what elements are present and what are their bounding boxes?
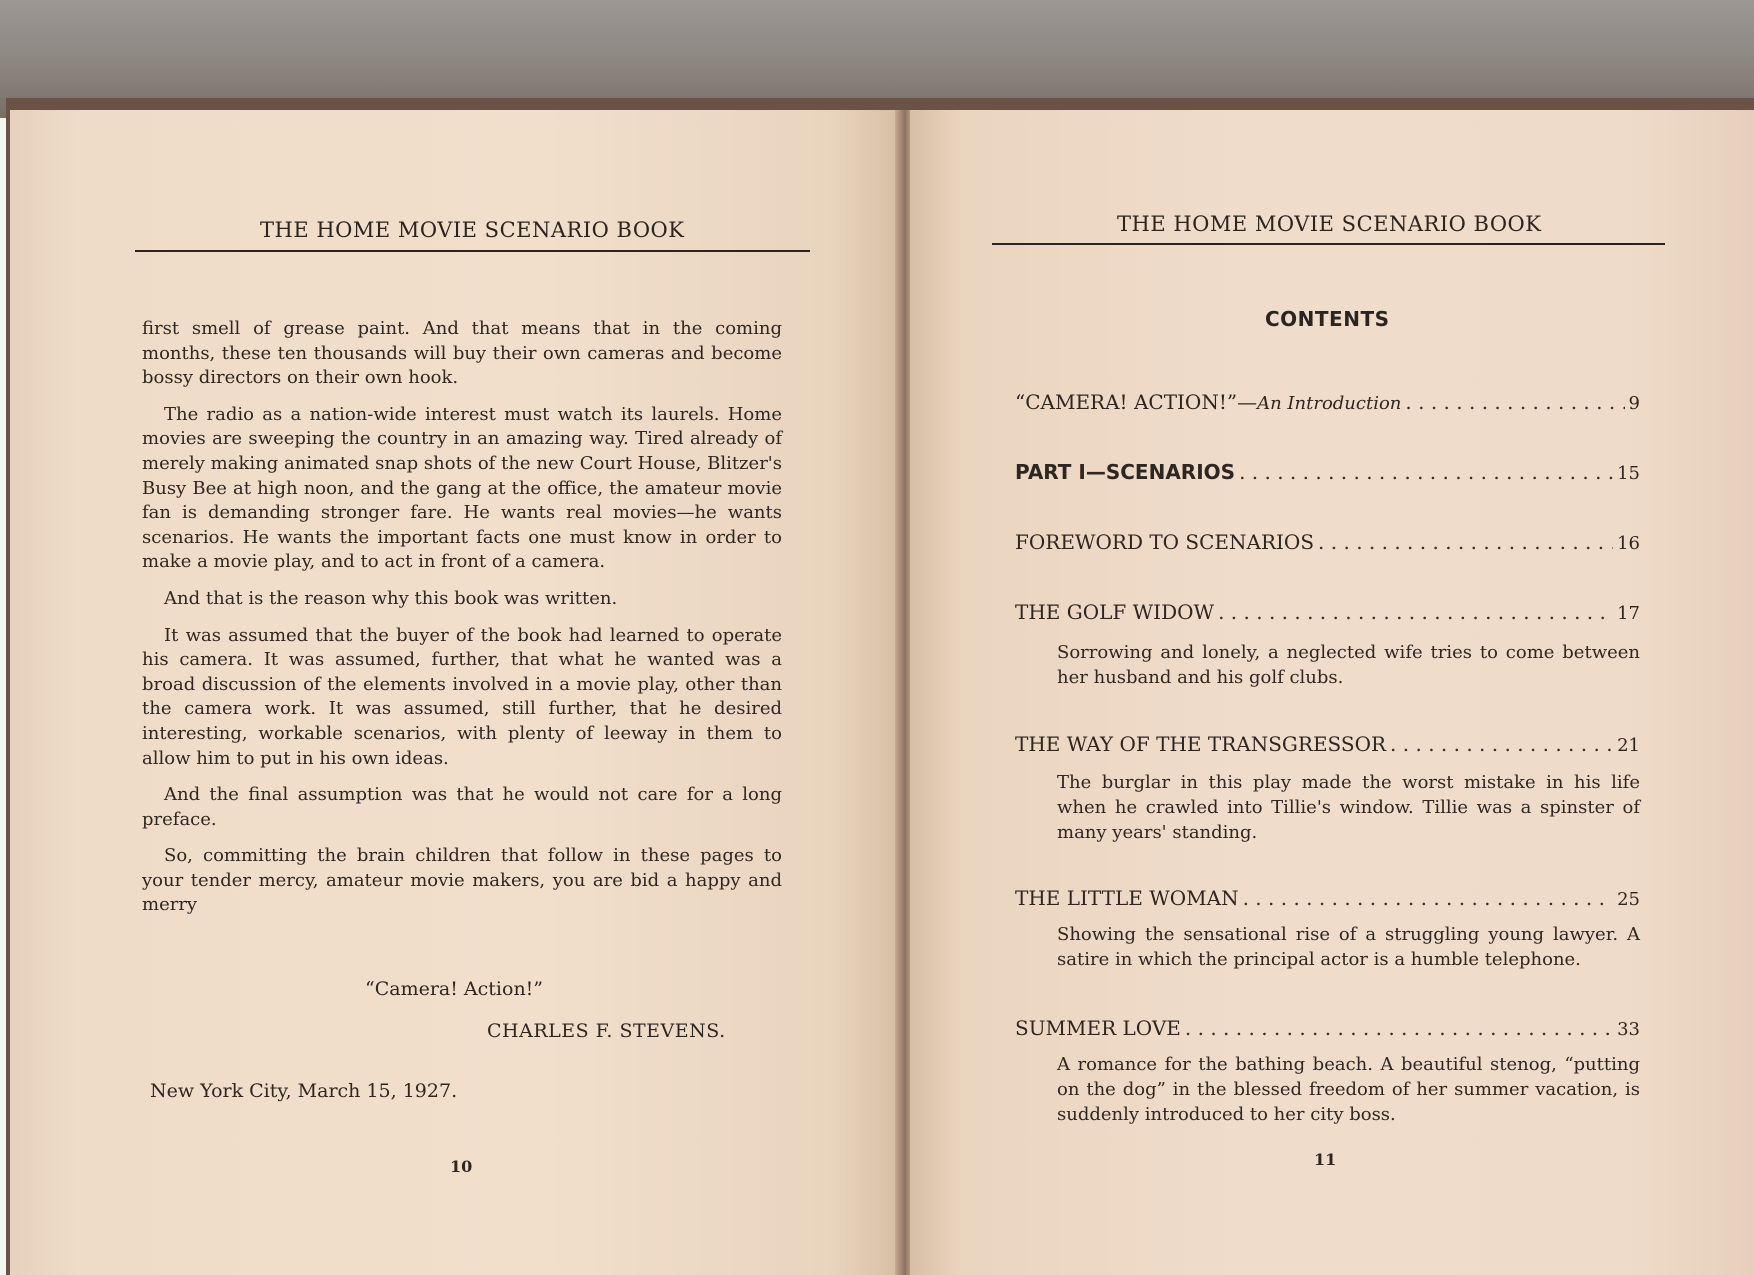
toc-page: 17 xyxy=(1617,603,1640,624)
dot-leader xyxy=(1405,390,1624,414)
toc-page: 21 xyxy=(1617,735,1640,756)
dot-leader xyxy=(1318,530,1613,554)
toc-description: A romance for the bathing beach. A beautiful stenog, “putting on the dog” in the blessed freedom of her summer vacation, is suddenly introduced to her city boss. xyxy=(1057,1054,1640,1125)
left-body-text xyxy=(142,317,782,930)
left-running-head: THE HOME MOVIE SCENARIO BOOK xyxy=(260,218,685,242)
place-date: New York City, March 15, 1927. xyxy=(150,1080,458,1102)
toc-entry-little-woman xyxy=(1015,886,1640,910)
toc-page: 25 xyxy=(1617,889,1640,910)
toc-entry-introduction xyxy=(1015,390,1640,414)
paragraph: And the final assumption was that he would not care for a long preface. xyxy=(142,784,782,830)
dot-leader xyxy=(1218,600,1613,624)
toc-entry-part-one xyxy=(1015,460,1640,484)
right-running-head: THE HOME MOVIE SCENARIO BOOK xyxy=(1117,212,1542,236)
contents-title: CONTENTS xyxy=(1265,307,1390,331)
left-page-number: 10 xyxy=(450,1157,473,1176)
toc-page: 9 xyxy=(1628,393,1640,414)
toc-description: The burglar in this play made the worst mistake in his life when he crawled into Tillie's window. Tillie was a spinster of many years' standing. xyxy=(1057,772,1640,843)
toc-title: “CAMERA! ACTION!”— xyxy=(1015,390,1258,414)
toc-title: THE WAY OF THE TRANSGRESSOR xyxy=(1015,732,1387,756)
right-head-rule xyxy=(992,243,1665,245)
toc-page: 16 xyxy=(1617,533,1640,554)
dot-leader xyxy=(1390,732,1613,756)
closing-quote: “Camera! Action!” xyxy=(365,978,544,1000)
paragraph: The radio as a nation-wide interest must watch its laurels. Home movies are sweeping the country in an amazing way. Tired already of merely making animated snap shots of the new Court House, Blitzer's Busy Bee at high noon, and the gang at the office, the amateur movie fan is demanding stronger fare. He wants real movies—he wants scenarios. He wants the important facts one must know in order to make a movie play, and to act in front of a camera. xyxy=(142,403,782,573)
dot-leader xyxy=(1185,1016,1613,1040)
left-head-rule xyxy=(135,250,810,252)
toc-title: PART I—SCENARIOS xyxy=(1015,460,1236,484)
toc-description: Sorrowing and lonely, a neglected wife tries to come between her husband and his golf clubs. xyxy=(1057,642,1640,688)
toc-entry-golf-widow xyxy=(1015,600,1640,624)
toc-description: Showing the sensational rise of a struggling young lawyer. A satire in which the principal actor is a humble telephone. xyxy=(1057,924,1640,970)
paragraph: So, committing the brain children that follow in these pages to your tender mercy, amateur movie makers, you are bid a happy and merry xyxy=(142,845,782,916)
right-page-number: 11 xyxy=(1314,1150,1337,1169)
toc-title: SUMMER LOVE xyxy=(1015,1016,1181,1040)
dot-leader xyxy=(1239,460,1613,484)
toc-entry-foreword xyxy=(1015,530,1640,554)
toc-page: 33 xyxy=(1617,1019,1640,1040)
paragraph: And that is the reason why this book was written. xyxy=(164,587,618,609)
toc-entry-summer-love xyxy=(1015,1016,1640,1040)
toc-title: FOREWORD TO SCENARIOS xyxy=(1015,530,1315,554)
toc-title: THE LITTLE WOMAN xyxy=(1015,886,1239,910)
toc-title: THE GOLF WIDOW xyxy=(1015,600,1215,624)
paragraph: first smell of grease paint. And that means that in the coming months, these ten thousands will buy their own cameras and become bossy directors on their own hook. xyxy=(142,318,782,389)
paragraph: It was assumed that the buyer of the book had learned to operate his camera. It was assumed, further, that what he wanted was a broad discussion of the elements involved in a movie play, other than the camera work. It was assumed, still further, that he desired interesting, workable scenarios, with plenty of leeway in them to allow him to put in his own ideas. xyxy=(142,624,782,769)
toc-page: 15 xyxy=(1617,463,1640,484)
signature: CHARLES F. STEVENS. xyxy=(487,1020,726,1042)
dot-leader xyxy=(1243,886,1614,910)
toc-subtitle: An Introduction xyxy=(1257,393,1402,414)
toc-entry-transgressor xyxy=(1015,732,1640,756)
